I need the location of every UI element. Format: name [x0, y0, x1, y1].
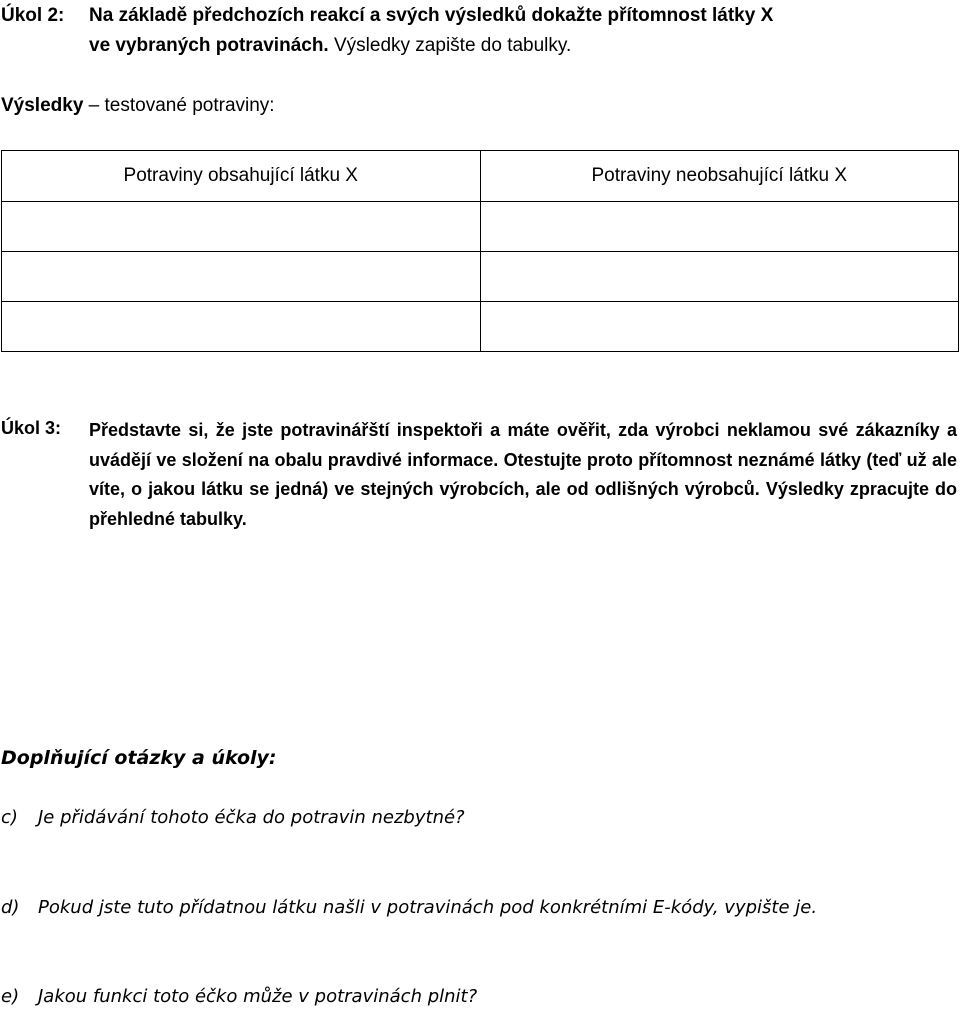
task2-line2-normal: Výsledky zapište do tabulky. — [328, 35, 572, 56]
table-cell[interactable] — [480, 202, 959, 252]
question-letter: c) — [1, 807, 18, 828]
question-letter: d) — [1, 897, 20, 918]
column-header-contains: Potraviny obsahující látku X — [2, 151, 481, 202]
table-header-row — [2, 151, 959, 202]
question-text: Pokud jste tuto přídatnou látku našli v potravinách pod konkrétními E-kódy, vypište je. — [38, 897, 818, 918]
supplementary-heading: Doplňující otázky a úkoly: — [1, 747, 277, 769]
table-cell[interactable] — [480, 302, 959, 352]
task2-line2-bold: ve vybraných potravinách. — [89, 35, 329, 56]
column-header-not-contains: Potraviny neobsahující látku X — [480, 151, 959, 202]
task2-label: Úkol 2: — [1, 5, 65, 26]
task3-text: Představte si, že jste potravinářští inspektoři a máte ověřit, zda výrobci neklamou své zákazníky a uvádějí ve složení na obalu pravdivé informace. Otestujte proto přítomnost neznámé látky (teď už ale víte, o jakou látku se jedná) ve stejných výrobcích, ale od odlišných výrobců. Výsledky zpracujte do přehledné tabulky. — [89, 420, 957, 530]
results-heading-bold: Výsledky — [1, 95, 84, 116]
question-letter: e) — [1, 986, 20, 1007]
table-row — [2, 252, 959, 302]
table-cell[interactable] — [480, 252, 959, 302]
table-cell[interactable] — [2, 202, 481, 252]
task2-line2 — [89, 35, 571, 57]
task3-label: Úkol 3: — [1, 418, 62, 438]
question-item — [1, 986, 477, 1007]
task2-line1: Na základě předchozích reakcí a svých výsledků dokažte přítomnost látky X — [89, 5, 774, 26]
question-item — [1, 897, 817, 918]
question-text: Jakou funkci toto éčko může v potravinách plnit? — [38, 986, 478, 1007]
question-item — [1, 807, 465, 828]
table-cell[interactable] — [2, 252, 481, 302]
table-row — [2, 302, 959, 352]
results-heading — [1, 95, 275, 117]
question-text: Je přidávání tohoto éčka do potravin nezbytné? — [38, 807, 465, 828]
results-table — [1, 150, 959, 352]
results-heading-normal: – testované potraviny: — [83, 95, 275, 116]
table-cell[interactable] — [2, 302, 481, 352]
table-row — [2, 202, 959, 252]
